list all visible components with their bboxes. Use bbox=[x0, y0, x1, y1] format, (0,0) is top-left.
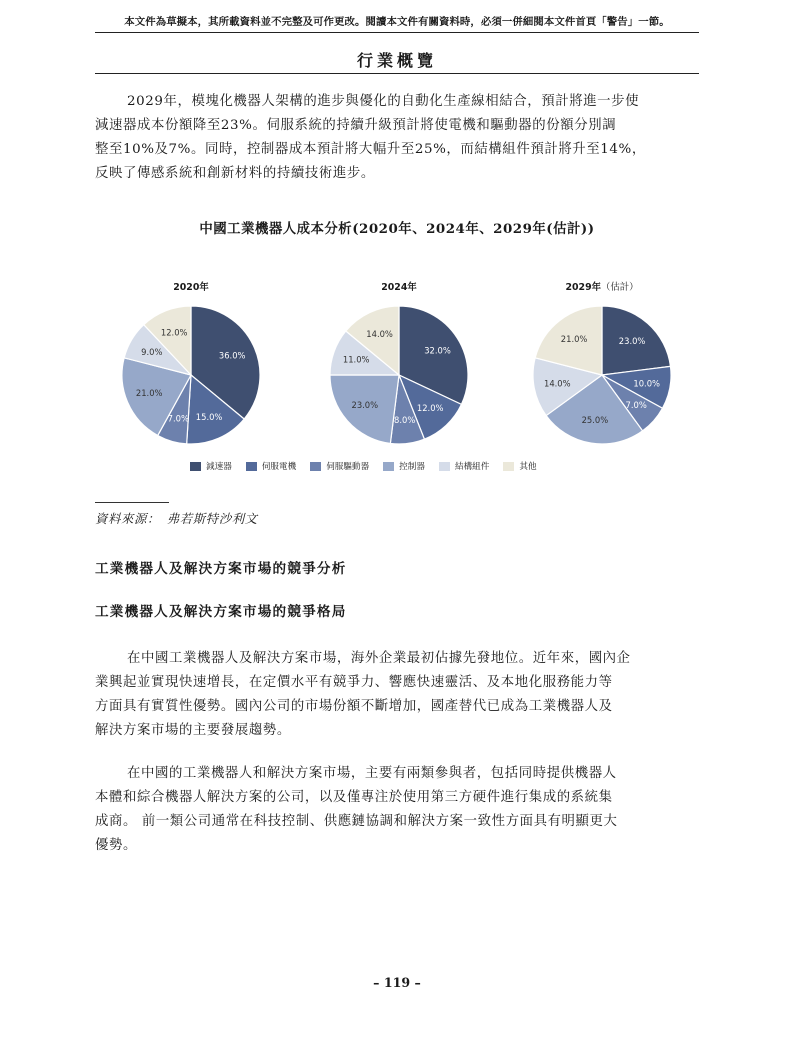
paragraph-line: 成商。 前一類公司通常在科技控制、供應鏈協調和解決方案一致性方面具有明顯更大 bbox=[95, 814, 618, 829]
slice-label-other: 21.0% bbox=[560, 334, 588, 344]
slice-label-reducer: 32.0% bbox=[424, 345, 451, 356]
legend-swatch bbox=[439, 462, 450, 471]
chart-legend bbox=[190, 460, 551, 472]
pie-chart-2024 bbox=[329, 305, 469, 445]
pie-year: 2029年 bbox=[565, 282, 601, 293]
page-number: – 119 – bbox=[373, 975, 421, 990]
legend-item-controller bbox=[383, 460, 425, 472]
slice-label-controller: 25.0% bbox=[581, 415, 609, 425]
intro-paragraph bbox=[95, 90, 699, 186]
participants-paragraph bbox=[95, 762, 699, 858]
pie-title-2024 bbox=[339, 279, 459, 293]
slice-label-reducer: 36.0% bbox=[218, 350, 246, 361]
legend-item-servo-motor bbox=[246, 460, 296, 472]
slice-label-servo-motor: 15.0% bbox=[195, 411, 223, 422]
legend-swatch bbox=[190, 462, 201, 471]
paragraph-line: 優勢。 bbox=[95, 838, 137, 853]
section-heading: 工業機器人及解決方案市場的競爭分析 bbox=[95, 561, 347, 577]
legend-label: 結構組件 bbox=[454, 462, 490, 472]
section-title: 行業概覽 bbox=[356, 51, 437, 70]
pie-title-2020 bbox=[131, 279, 251, 293]
slice-label-controller: 21.0% bbox=[135, 388, 163, 399]
paragraph-line: 在中國工業機器人及解決方案市場，海外企業最初佔據先發地位。近年來，國內企 bbox=[127, 651, 631, 666]
paragraph-line: 減速器成本份額降至23%。伺服系統的持續升級預計將使電機和驅動器的份額分別調 bbox=[95, 118, 617, 133]
slice-label-servo-drive: 7.0% bbox=[625, 400, 647, 411]
chart-title: 中國工業機器人成本分析(2020年、2024年、2029年(估計)) bbox=[199, 221, 595, 237]
legend-item-other bbox=[503, 460, 536, 472]
paragraph-line: 業興起並實現快速增長，在定價水平有競爭力、響應快速靈活、及本地化服務能力等 bbox=[95, 675, 613, 690]
legend-swatch bbox=[310, 462, 321, 471]
legend-item-reducer bbox=[190, 460, 232, 472]
paragraph-line: 解決方案市場的主要發展趨勢。 bbox=[95, 723, 291, 738]
slice-label-structural-component: 14.0% bbox=[543, 378, 571, 389]
slice-label-servo-drive: 7.0% bbox=[167, 413, 189, 424]
paragraph-line: 方面具有實質性優勢。國內公司的市場份額不斷增加，國產替代已成為工業機器人及 bbox=[95, 699, 613, 714]
subsection-heading: 工業機器人及解決方案市場的競爭格局 bbox=[95, 604, 347, 620]
slice-label-reducer: 23.0% bbox=[618, 335, 646, 346]
legend-label: 伺服電機 bbox=[261, 462, 297, 472]
header-rule-top bbox=[95, 32, 699, 33]
paragraph-line: 反映了傳感系統和創新材料的持續技術進步。 bbox=[95, 166, 375, 181]
legend-label: 控制器 bbox=[399, 462, 425, 472]
slice-label-servo-drive: 8.0% bbox=[394, 415, 416, 426]
legend-swatch bbox=[383, 462, 394, 471]
pie-chart-2020 bbox=[121, 305, 261, 445]
pie-title-2029 bbox=[542, 279, 662, 293]
pie-year: 2020年 bbox=[173, 282, 209, 293]
legend-label: 伺服驅動器 bbox=[326, 462, 370, 472]
paragraph-line: 整至10%及7%。同時，控制器成本預計將大幅升至25%，而結構組件預計將升至14%， bbox=[95, 142, 646, 157]
pie-chart-2029 bbox=[532, 305, 672, 445]
header-rule-bottom bbox=[95, 73, 699, 74]
legend-item-structural-component bbox=[439, 460, 489, 472]
slice-label-other: 12.0% bbox=[160, 327, 188, 338]
slice-label-controller: 23.0% bbox=[351, 400, 379, 411]
competition-paragraph bbox=[95, 647, 699, 743]
slice-label-servo-motor: 10.0% bbox=[633, 378, 661, 389]
paragraph-line: 在中國的工業機器人和解決方案市場，主要有兩類參與者，包括同時提供機器人 bbox=[127, 766, 617, 781]
legend-label: 其他 bbox=[519, 462, 537, 472]
legend-item-servo-drive bbox=[310, 460, 369, 472]
paragraph-line: 2029年，模塊化機器人架構的進步與優化的自動化生產線相結合，預計將進一步使 bbox=[127, 94, 640, 109]
source-rule bbox=[95, 502, 169, 503]
source-note: 資料來源： 弗若斯特沙利文 bbox=[95, 511, 258, 526]
slice-label-servo-motor: 12.0% bbox=[416, 403, 444, 414]
slice-label-structural-component: 9.0% bbox=[141, 346, 163, 357]
pie-year-note: （估計） bbox=[600, 282, 639, 293]
draft-warning-banner: 本文件為草擬本，其所載資料並不完整及可作更改。閱讀本文件有關資料時，必須一併細閱本文件首頁「警告」一節。 bbox=[124, 16, 670, 28]
legend-label: 減速器 bbox=[206, 462, 232, 472]
pie-year: 2024年 bbox=[381, 282, 417, 293]
legend-swatch bbox=[246, 462, 257, 471]
slice-label-other: 14.0% bbox=[366, 328, 393, 339]
paragraph-line: 本體和綜合機器人解決方案的公司，以及僅專注於使用第三方硬件進行集成的系統集 bbox=[95, 790, 613, 805]
legend-swatch bbox=[503, 462, 514, 471]
slice-label-structural-component: 11.0% bbox=[342, 354, 370, 365]
